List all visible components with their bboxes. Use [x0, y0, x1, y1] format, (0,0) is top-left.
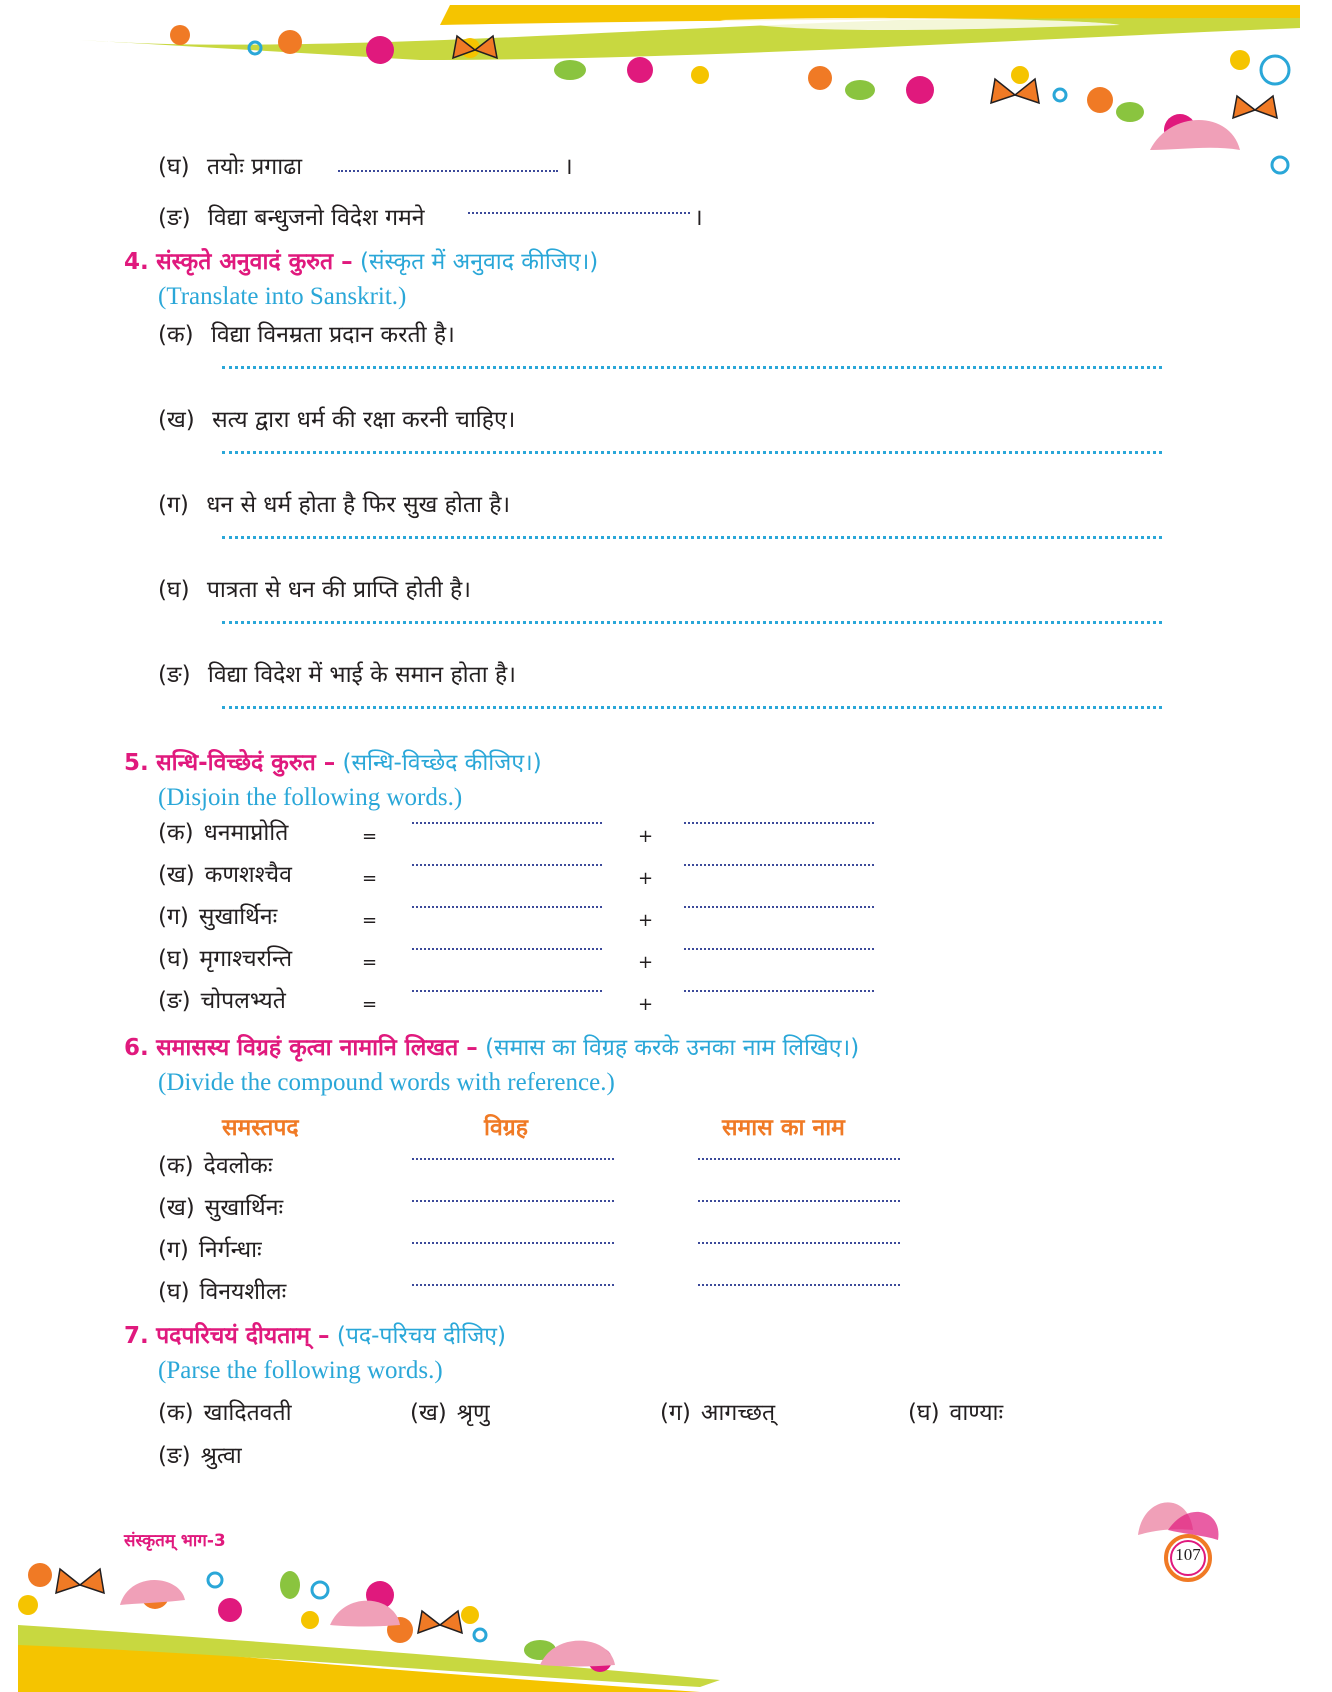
answer-blank[interactable] — [684, 948, 874, 950]
answer-blank[interactable] — [412, 864, 602, 866]
item-text: विद्या बन्धुजनो विदेश गमने — [207, 205, 425, 231]
equals-sign: = — [362, 952, 378, 973]
item-text: निर्गन्धाः — [198, 1237, 262, 1263]
question-title: सन्धि-विच्छेदं कुरुत – — [156, 750, 336, 776]
item-text: चोपलभ्यते — [200, 988, 286, 1014]
item-text: तयोः प्रगाढा — [206, 154, 303, 180]
item-text: आगच्छत् — [700, 1400, 776, 1426]
column-header-compound: समस्तपद — [222, 1115, 299, 1141]
question-6-english: (Divide the compound words with reference.) — [158, 1069, 615, 1096]
item-text: विद्या विनम्रता प्रदान करती है। — [210, 322, 455, 348]
item-label: (ङ) — [158, 1443, 191, 1469]
item-label: (क) — [158, 1153, 194, 1179]
item-label: (ख) — [158, 1195, 195, 1221]
item-text: सुखार्थिनः — [204, 1195, 284, 1221]
book-title: संस्कृतम् भाग-3 — [124, 1531, 226, 1551]
answer-blank[interactable] — [412, 906, 602, 908]
question-4-english: (Translate into Sanskrit.) — [158, 283, 407, 310]
question-title: पदपरिचयं दीयताम् – — [156, 1323, 330, 1349]
answer-blank[interactable] — [684, 864, 874, 866]
equals-sign: = — [362, 826, 378, 847]
question-hindi-instruction: (पद-परिचय दीजिए) — [336, 1323, 506, 1349]
question-number: 5. — [124, 750, 149, 776]
item-text: श्रुत्वा — [200, 1443, 242, 1469]
item-label: (क) — [158, 322, 194, 348]
answer-line[interactable] — [222, 621, 1162, 624]
item-label: (ख) — [158, 407, 195, 433]
question-6-heading — [124, 1030, 859, 1062]
answer-line[interactable] — [222, 706, 1162, 709]
column-header-analysis: विग्रह — [484, 1115, 528, 1141]
item-text: कणशश्चैव — [204, 862, 292, 888]
answer-blank[interactable] — [412, 1158, 614, 1160]
question-number: 7. — [124, 1323, 149, 1349]
plus-sign: + — [638, 994, 654, 1015]
answer-blank[interactable] — [698, 1284, 900, 1286]
question-4-heading — [124, 244, 598, 276]
item-text: विद्या विदेश में भाई के समान होता है। — [207, 662, 516, 688]
question-number: 6. — [124, 1035, 149, 1061]
answer-blank[interactable] — [412, 990, 602, 992]
item-text: पात्रता से धन की प्राप्ति होती है। — [206, 577, 471, 603]
question-hindi-instruction: (संस्कृत में अनुवाद कीजिए।) — [360, 249, 599, 275]
plus-sign: + — [638, 952, 654, 973]
answer-blank[interactable] — [698, 1200, 900, 1202]
answer-blank[interactable] — [698, 1158, 900, 1160]
item-label: (ग) — [158, 492, 189, 518]
item-label: (ख) — [158, 862, 195, 888]
item-label: (घ) — [158, 577, 190, 603]
item-label: (क) — [158, 1400, 194, 1426]
answer-blank[interactable] — [684, 822, 874, 824]
danda: । — [564, 154, 573, 180]
item-text: धन से धर्म होता है फिर सुख होता है। — [206, 492, 511, 518]
item-text: खादितवती — [203, 1400, 292, 1426]
question-7-heading — [124, 1318, 506, 1350]
question-title: संस्कृते अनुवादं कुरुत – — [156, 249, 353, 275]
item-text: सुखार्थिनः — [198, 904, 278, 930]
question-hindi-instruction: (समास का विग्रह करके उनका नाम लिखिए।) — [485, 1035, 860, 1061]
item-label: (ग) — [158, 1237, 189, 1263]
equals-sign: = — [362, 994, 378, 1015]
item-label: (ङ) — [158, 662, 191, 688]
answer-blank[interactable] — [684, 990, 874, 992]
item-label: (घ) — [158, 946, 190, 972]
answer-blank[interactable] — [412, 1284, 614, 1286]
item-label: (ङ) — [158, 988, 191, 1014]
question-number: 4. — [124, 249, 149, 275]
item-label: (ग) — [158, 904, 189, 930]
item-text: मृगाश्चरन्ति — [199, 946, 293, 972]
item-label: (घ) — [158, 154, 190, 180]
plus-sign: + — [638, 868, 654, 889]
danda: । — [694, 205, 703, 231]
bottom-decorative-border — [0, 1555, 1332, 1692]
question-5-heading — [124, 745, 542, 777]
answer-line[interactable] — [222, 536, 1162, 539]
answer-blank[interactable] — [412, 822, 602, 824]
item-text: धनमाप्नोति — [203, 820, 289, 846]
answer-line[interactable] — [222, 451, 1162, 454]
plus-sign: + — [638, 826, 654, 847]
column-header-compound-name: समास का नाम — [722, 1115, 845, 1141]
answer-blank[interactable] — [338, 170, 558, 172]
answer-blank[interactable] — [412, 948, 602, 950]
answer-blank[interactable] — [468, 212, 690, 214]
item-label: (घ) — [158, 1279, 190, 1305]
answer-line[interactable] — [222, 366, 1162, 369]
item-label: (घ) — [908, 1400, 940, 1426]
equals-sign: = — [362, 910, 378, 931]
question-hindi-instruction: (सन्धि-विच्छेद कीजिए।) — [342, 750, 542, 776]
question-7-english: (Parse the following words.) — [158, 1357, 443, 1384]
item-label: (ख) — [410, 1400, 447, 1426]
item-text: सत्य द्वारा धर्म की रक्षा करनी चाहिए। — [212, 407, 516, 433]
page-number: 107 — [1175, 1545, 1201, 1564]
item-label: (क) — [158, 820, 194, 846]
answer-blank[interactable] — [698, 1242, 900, 1244]
item-text: विनयशीलः — [199, 1279, 287, 1305]
item-label: (ग) — [660, 1400, 691, 1426]
item-text: देवलोकः — [203, 1153, 273, 1179]
question-5-english: (Disjoin the following words.) — [158, 784, 463, 811]
item-label: (ङ) — [158, 205, 191, 231]
equals-sign: = — [362, 868, 378, 889]
plus-sign: + — [638, 910, 654, 931]
answer-blank[interactable] — [684, 906, 874, 908]
answer-blank[interactable] — [412, 1242, 614, 1244]
question-title: समासस्य विग्रहं कृत्वा नामानि लिखत – — [156, 1035, 478, 1061]
answer-blank[interactable] — [412, 1200, 614, 1202]
item-text: वाण्याः — [949, 1400, 1004, 1426]
item-text: श्रृणु — [456, 1400, 490, 1426]
